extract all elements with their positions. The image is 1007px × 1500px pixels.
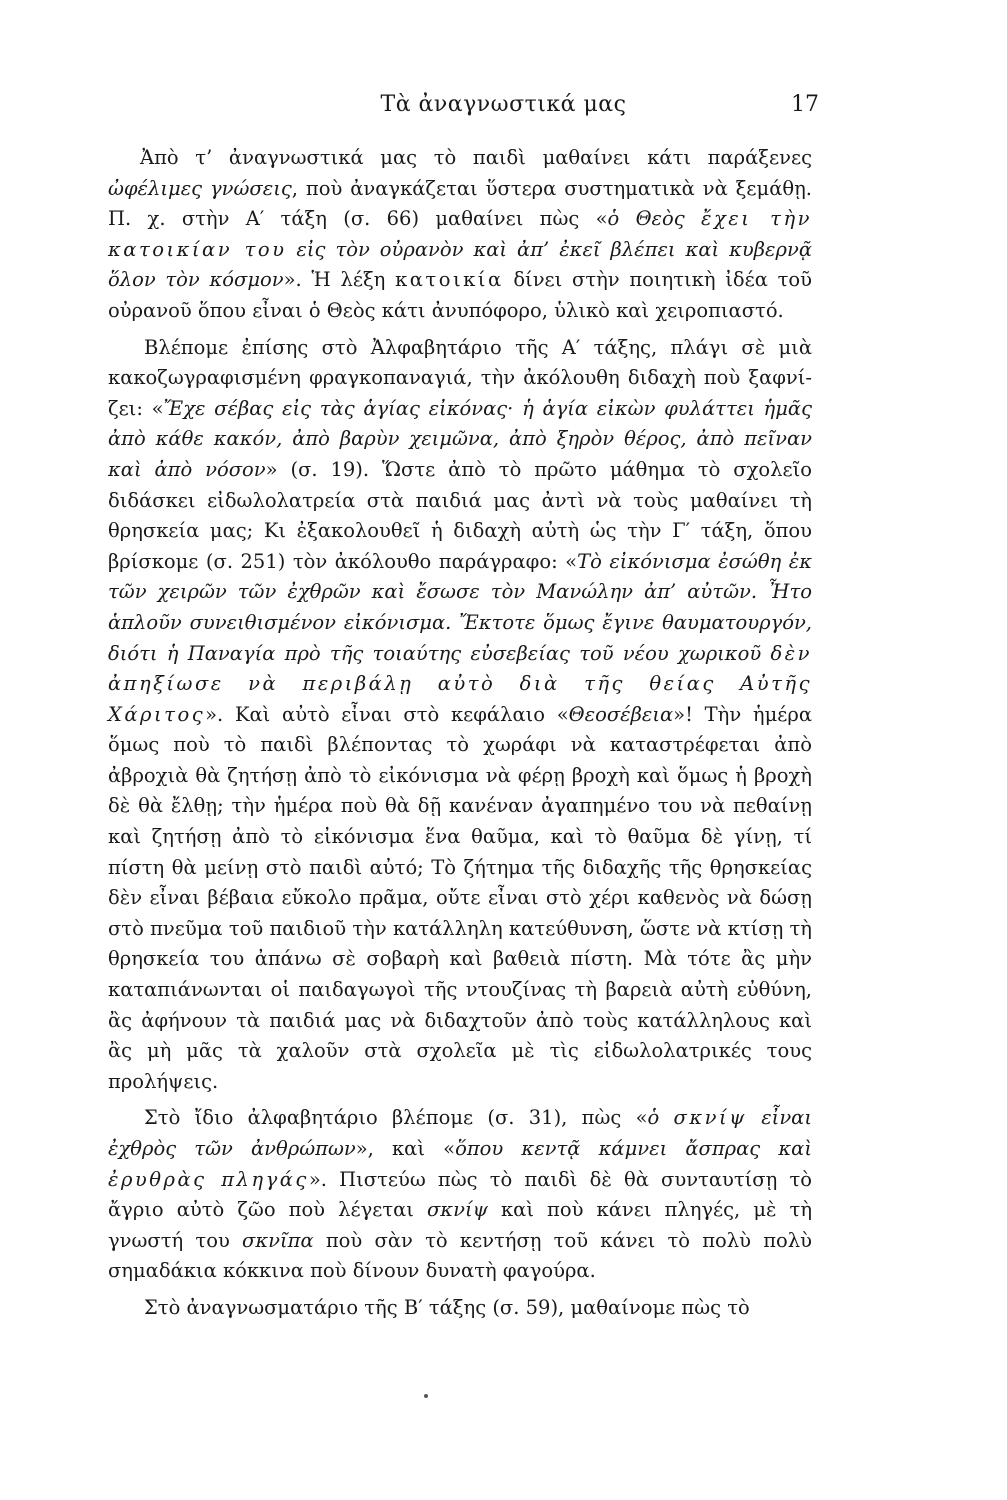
paragraph [108,1103,812,1287]
body-text [108,143,812,1330]
text-run: ποὺ σὰν τὸ κεντήσῃ τοῦ κάνει τὸ πολὺ πολὺ σημαδάκια κόκκινα ποὺ δίνουν δυνατὴ φαγούρα. [108,1228,812,1283]
running-title: Τὰ ἀναγνωστικά μας [380,92,627,117]
text-run: Θεοσέβεια [568,702,674,726]
text-run: ». Πιστεύω πὼς τὸ παιδὶ δὲ θὰ συνταυτίσῃ τὸ ἄγριο αὐτὸ ζῶο ποὺ λέγεται [108,1167,812,1222]
text-run: Βλέπομε ἐπίσης στὸ Ἀλφαβητάριο τῆς Α′ τάξης, πλάγι σὲ μιὰ κακοζωγραφισμένη φραγκοπαναγιά, τὴν ἀκόλουθη διδαχὴ ποὺ ξαφνίζει: « [108,335,812,420]
text-run: », καὶ « [355,1137,456,1160]
paragraph [108,1293,812,1324]
text-run: κατοικία [395,268,504,292]
page-number: 17 [791,92,819,117]
text-run: Ἀπὸ τ’ ἀναγνωστικά μας τὸ παιδὶ μαθαίνει κάτι παράξενες [140,146,812,169]
ink-dot-mark [424,1394,428,1398]
text-run: σκνίψ [673,1106,747,1130]
text-run: » (σ. 19). Ὥστε ἀπὸ τὸ πρῶτο μάθημα τὸ σχολεῖο διδάσκει εἰδωλολατρεία στὰ παιδιά μας ἀντὶ νὰ τοὺς μαθαίνει τὴ θρησκεία μας; Κι ἐξακολουθεῖ ἡ διδαχὴ αὐτὴ ὡς τὴν Γ′ τάξη, ὅπου βρίσκομε (σ. 251) τὸν ἀκόλουθο παράγραφο: « [108,457,812,573]
text-run: δίνει στὴν ποιητικὴ ἰδέα τοῦ οὐρανοῦ ὅπου εἶναι ὁ Θεὸς κάτι ἀνυπόφορο, ὑλικὸ καὶ χειροπιαστό. [108,268,812,322]
text-run: ἐρυθρὰς πληγάς [108,1167,309,1191]
text-run: Στὸ ἴδιο ἀλφαβητάριο βλέπομε (σ. 31), πὼς « [144,1106,648,1130]
text-run: ὁ Θεὸς [607,207,701,231]
text-run: ὅπου κεντᾷ κάμνει ἄσπρας καὶ [455,1137,812,1160]
text-run: , ποὺ ἀναγκάζεται ὕστερα συστηματικὰ νὰ ξεμάθῃ. Π. χ. στὴν Α′ τάξη (σ. 66) μαθαίνει πὼς « [108,176,812,231]
paragraph [108,143,812,327]
text-run: Στὸ ἀναγνωσματάριο τῆς Β′ τάξης (σ. 59), μαθαίνομε πὼς τὸ [144,1295,750,1319]
text-run: ὠφέλιμες γνώσεις [108,176,292,200]
text-run: ». Καὶ αὐτὸ εἶναι στὸ κεφάλαιο « [205,702,569,726]
text-run: καὶ ποὺ κάνει πληγές, μὲ τὴ γνωστή του [108,1198,813,1252]
paragraph [108,333,812,1098]
text-run: σκνίψ [427,1198,488,1222]
running-head [0,92,1007,122]
text-run: ». Ἡ λέξη [283,268,396,292]
text-run: εἶναι ἐχθρὸς τῶν ἀνθρώπων [108,1106,812,1160]
text-run: ὁ [647,1106,674,1130]
text-run: Ἔχε σέβας εἰς τὰς ἁγίας εἰκόνας· ἡ ἁγία εἰκὼν φυλάττει ἡμᾶς ἀπὸ κάθε κακόν, ἀπὸ βαρὺν χειμῶνα, ἀπὸ ξηρὸν θέρος, ἀπὸ πεῖναν καὶ ἀπὸ νόσον [108,396,813,481]
text-run: εἰς τὸν οὐρανὸν καὶ ἀπ’ ἐκεῖ βλέπει καὶ κυβερνᾷ ὅλον τὸν κόσμον [108,237,812,292]
text-run: »! Τὴν ἡμέρα ὅμως ποὺ τὸ παιδὶ βλέποντας τὸ χωράφι νὰ καταστρέφεται ἀπὸ ἀβροχιὰ θὰ ζητήσῃ ἀπὸ τὸ εἰκόνισμα νὰ φέρῃ βροχὴ καὶ ὅμως ἡ βροχὴ δὲ θὰ ἔλθῃ; τὴν ἡμέρα ποὺ θὰ δῇ κανέναν ἀγαπημένο του νὰ πεθαίνῃ καὶ ζητήσῃ ἀπὸ τὸ εἰκόνισμα ἕνα θαῦμα, καὶ τὸ θαῦμα δὲ γίνῃ, τί πίστη θὰ μείνῃ στὸ παιδὶ αὐτό; Τὸ ζήτημα τῆς διδαχῆς τῆς θρησκείας δὲν εἶναι βέβαια εὔκολο πρᾶμα, οὔτε εἶναι στὸ χέρι καθενὸς νὰ δώσῃ στὸ πνεῦμα τοῦ παιδιοῦ τὴν κατάλληλη κατεύθυνση, ὥστε νὰ κτίσῃ τὴ θρησκεία του ἀπάνω σὲ σοβαρὴ καὶ βαθειὰ πίστη. Μὰ τότε ἂς μὴν καταπιάνωνται οἱ παιδαγωγοὶ τῆς ντουζίνας τὴ βαρειὰ αὐτὴ εὐθύνη, ἂς ἀφήνουν τὰ παιδιά μας νὰ διδαχτοῦν ἀπὸ τοὺς κατάλληλους καὶ ἂς μὴ μᾶς τὰ χαλοῦν στὰ σχολεῖα μὲ τὶς εἰδωλολατρικές τους προλήψεις. [108,702,812,1093]
text-run: Τὸ εἰκόνισμα ἐσώθη ἐκ τῶν χειρῶν τῶν ἐχθρῶν καὶ ἔσωσε τὸν Μανώλην ἀπ’ αὐτῶν. Ἦτο ἁπλοῦν συνειθισμένον εἰκόνισμα. Ἔκτοτε ὅμως ἔγινε θαυματουργόν, διότι ἡ Παναγία πρὸ τῆς τοιαύτης εὐσεβείας τοῦ νέου χωρικοῦ [108,549,812,665]
text-run: ἔχει τὴν κατοικίαν του [108,207,812,261]
text-run: δὲν ἀπηξίωσε νὰ περιβάλῃ αὐτὸ διὰ τῆς θείας Αὐτῆς Χάριτος [108,641,812,726]
text-run: σκνῖπα [242,1228,314,1252]
